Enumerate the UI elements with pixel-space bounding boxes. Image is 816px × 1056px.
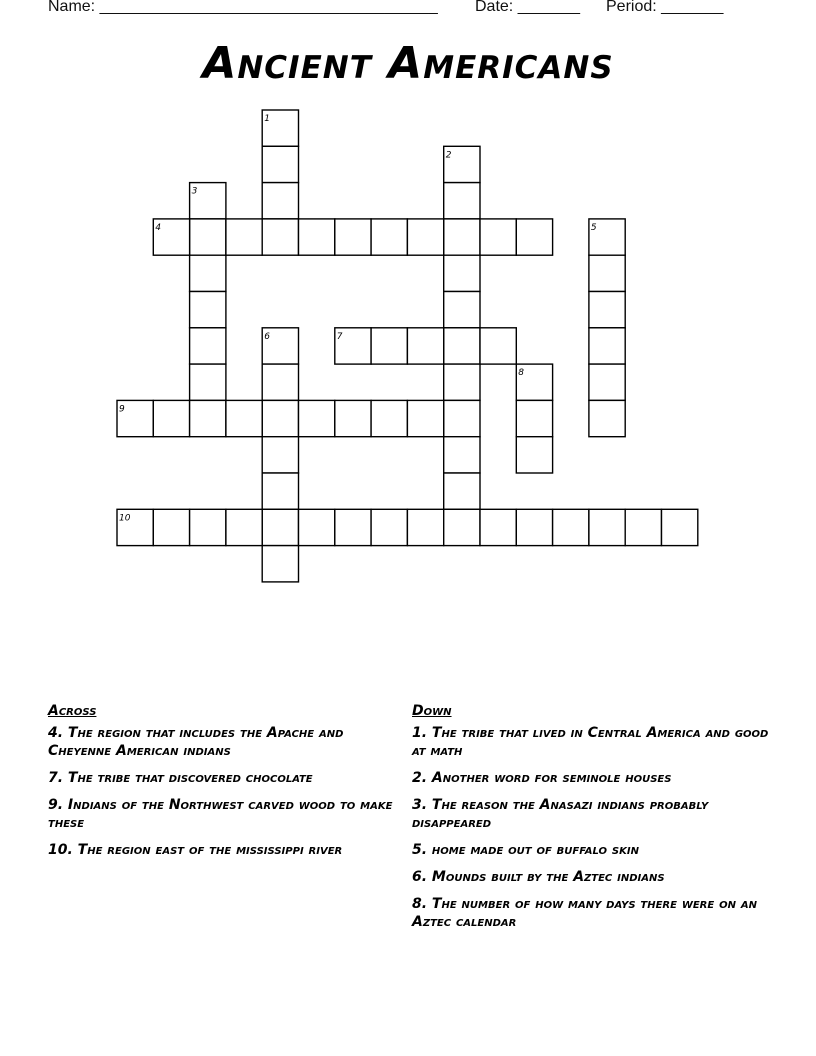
crossword-cell[interactable] — [299, 400, 335, 436]
crossword-cell[interactable] — [480, 219, 516, 255]
across-clue: 4. The region that includes the Apache and Cheyenne American indians — [48, 725, 344, 759]
crossword-cell[interactable] — [262, 110, 298, 146]
crossword-cell[interactable] — [299, 509, 335, 545]
crossword-cell[interactable] — [480, 509, 516, 545]
crossword-cell[interactable] — [553, 509, 589, 545]
crossword-cell[interactable] — [444, 437, 480, 473]
crossword-cell[interactable] — [371, 400, 407, 436]
crossword-cell[interactable] — [589, 219, 625, 255]
crossword-cell[interactable] — [625, 509, 661, 545]
down-clue: 3. The reason the Anasazi indians probably disappeared — [412, 797, 709, 831]
down-heading: Down — [412, 703, 452, 719]
crossword-cell[interactable] — [226, 219, 262, 255]
crossword-cell[interactable] — [262, 437, 298, 473]
crossword-cell[interactable] — [262, 364, 298, 400]
crossword-cell[interactable] — [516, 219, 552, 255]
crossword-cell[interactable] — [190, 400, 226, 436]
crossword-cell[interactable] — [190, 255, 226, 291]
down-clues — [412, 702, 772, 940]
across-clue: 9. Indians of the Northwest carved wood to make these — [48, 797, 393, 831]
clue-number: 2 — [445, 150, 452, 161]
crossword-cell[interactable] — [407, 509, 443, 545]
crossword-cell[interactable] — [262, 509, 298, 545]
crossword-cell[interactable] — [153, 509, 189, 545]
clue-number: 3 — [191, 186, 198, 197]
crossword-cell[interactable] — [371, 219, 407, 255]
crossword-cell[interactable] — [335, 400, 371, 436]
crossword-cell[interactable] — [190, 509, 226, 545]
crossword-cell[interactable] — [153, 400, 189, 436]
crossword-cell[interactable] — [262, 546, 298, 582]
header-fields — [48, 0, 748, 20]
clue-number: 8 — [518, 368, 525, 379]
crossword-cell[interactable] — [262, 183, 298, 219]
clue-number: 7 — [336, 331, 343, 342]
crossword-cell[interactable] — [444, 473, 480, 509]
across-heading: Across — [48, 703, 97, 719]
crossword-cell[interactable] — [299, 219, 335, 255]
crossword-cell[interactable] — [190, 364, 226, 400]
crossword-cell[interactable] — [516, 400, 552, 436]
crossword-cell[interactable] — [371, 328, 407, 364]
crossword-cell[interactable] — [516, 364, 552, 400]
crossword-cell[interactable] — [262, 400, 298, 436]
crossword-cell[interactable] — [335, 509, 371, 545]
down-clue: 6. Mounds built by the Aztec indians — [412, 869, 665, 885]
crossword-cell[interactable] — [335, 328, 371, 364]
clue-number: 10 — [119, 513, 131, 524]
crossword-cell[interactable] — [589, 509, 625, 545]
crossword-cell[interactable] — [117, 509, 153, 545]
crossword-cell[interactable] — [516, 437, 552, 473]
crossword-cell[interactable] — [444, 509, 480, 545]
crossword-cell[interactable] — [117, 400, 153, 436]
crossword-cell[interactable] — [662, 509, 698, 545]
crossword-cell[interactable] — [190, 328, 226, 364]
across-clues — [48, 702, 408, 868]
crossword-cell[interactable] — [190, 219, 226, 255]
crossword-cell[interactable] — [226, 400, 262, 436]
crossword-cell[interactable] — [262, 473, 298, 509]
crossword-cell[interactable] — [444, 292, 480, 328]
crossword-cell[interactable] — [262, 146, 298, 182]
crossword-cell[interactable] — [371, 509, 407, 545]
crossword-cell[interactable] — [516, 509, 552, 545]
crossword-cell[interactable] — [589, 292, 625, 328]
crossword-cell[interactable] — [335, 219, 371, 255]
crossword-cell[interactable] — [407, 219, 443, 255]
crossword-cell[interactable] — [226, 509, 262, 545]
crossword-cell[interactable] — [407, 328, 443, 364]
crossword-cell[interactable] — [589, 400, 625, 436]
crossword-cell[interactable] — [480, 328, 516, 364]
across-clue: 10. The region east of the mississippi river — [48, 842, 343, 858]
down-clue: 1. The tribe that lived in Central America and good at math — [412, 725, 769, 759]
crossword-cell[interactable] — [190, 292, 226, 328]
clue-number: 5 — [590, 222, 597, 233]
date-field[interactable]: Date: _______ — [475, 0, 580, 15]
clue-number: 4 — [155, 222, 162, 233]
down-clue: 8. The number of how many days there were on an Aztec calendar — [412, 896, 757, 930]
name-field[interactable]: Name: ______________________________________ — [48, 0, 438, 15]
crossword-cell[interactable] — [262, 219, 298, 255]
down-clue: 5. home made out of buffalo skin — [412, 842, 639, 858]
crossword-cell[interactable] — [444, 364, 480, 400]
crossword-cell[interactable] — [444, 255, 480, 291]
crossword-cell[interactable] — [589, 328, 625, 364]
down-clue: 2. Another word for seminole houses — [412, 770, 672, 786]
crossword-cell[interactable] — [444, 328, 480, 364]
crossword-cell[interactable] — [444, 219, 480, 255]
across-clue: 7. The tribe that discovered chocolate — [48, 770, 313, 786]
crossword-cell[interactable] — [407, 400, 443, 436]
crossword-cell[interactable] — [589, 255, 625, 291]
crossword-cell[interactable] — [444, 146, 480, 182]
crossword-cell[interactable] — [262, 328, 298, 364]
puzzle-title: Ancient Americans — [202, 38, 614, 89]
clue-number: 6 — [264, 331, 270, 342]
crossword-cell[interactable] — [190, 183, 226, 219]
clue-number: 1 — [264, 114, 270, 124]
crossword-cell[interactable] — [153, 219, 189, 255]
crossword-cell[interactable] — [444, 183, 480, 219]
crossword-cell[interactable] — [444, 400, 480, 436]
period-field[interactable]: Period: _______ — [606, 0, 724, 15]
crossword-cell[interactable] — [589, 364, 625, 400]
clue-number: 9 — [119, 404, 125, 415]
